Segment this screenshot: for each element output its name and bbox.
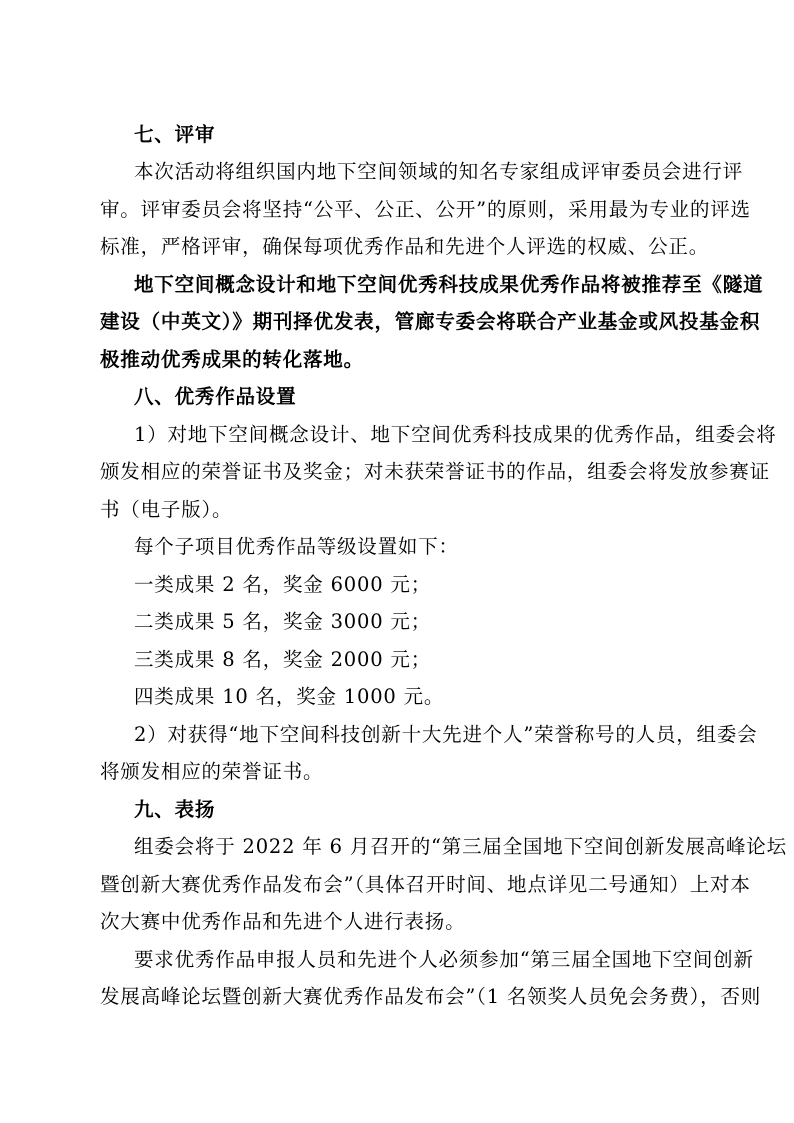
paragraph-line: 本次活动将组织国内地下空间领域的知名专家组成评审委员会进行评 xyxy=(134,160,744,183)
paragraph-line: 审。评审委员会将坚持“公平、公正、公开”的原则，采用最为专业的评选 xyxy=(100,198,751,221)
paragraph-line: 发展高峰论坛暨创新大赛优秀作品发布会”（1 名领奖人员免会务费），否则 xyxy=(100,985,762,1008)
paragraph-line: 1）对地下空间概念设计、地下空间优秀科技成果的优秀作品，组委会将 xyxy=(134,423,777,446)
paragraph-line-bold: 极推动优秀成果的转化落地。 xyxy=(100,348,364,371)
paragraph-line: 次大赛中优秀作品和先进个人进行表扬。 xyxy=(100,910,466,933)
paragraph-line: 2）对获得“地下空间科技创新十大先进个人”荣誉称号的人员，组委会 xyxy=(134,723,758,746)
paragraph-line: 将颁发相应的荣誉证书。 xyxy=(100,760,324,783)
award-level-item: 三类成果 8 名，奖金 2000 元； xyxy=(134,648,432,671)
paragraph-line: 标准，严格评审，确保每项优秀作品和先进个人评选的权威、公正。 xyxy=(100,235,710,258)
award-level-item: 四类成果 10 名，奖金 1000 元。 xyxy=(134,685,445,708)
paragraph-line: 组委会将于 2022 年 6 月召开的“第三届全国地下空间创新发展高峰论坛 xyxy=(134,835,787,858)
paragraph-line: 书（电子版）。 xyxy=(100,498,233,521)
paragraph-line: 暨创新大赛优秀作品发布会”（具体召开时间、地点详见二号通知）上对本 xyxy=(100,873,751,896)
award-level-item: 一类成果 2 名，奖金 6000 元； xyxy=(134,573,432,596)
section-heading-commendation: 九、表扬 xyxy=(134,798,216,821)
paragraph-line: 颁发相应的荣誉证书及奖金；对未获荣誉证书的作品，组委会将发放参赛证 xyxy=(100,460,770,483)
paragraph-line-bold: 建设（中英文）》期刊择优发表，管廊专委会将联合产业基金或风投基金积 xyxy=(100,310,761,333)
section-heading-review: 七、评审 xyxy=(134,123,216,146)
section-heading-awards: 八、优秀作品设置 xyxy=(134,385,297,408)
paragraph-line: 要求优秀作品申报人员和先进个人必须参加“第三届全国地下空间创新 xyxy=(134,948,754,971)
levels-intro: 每个子项目优秀作品等级设置如下： xyxy=(134,535,459,558)
paragraph-line-bold: 地下空间概念设计和地下空间优秀科技成果优秀作品将被推荐至《隧道 xyxy=(134,273,764,296)
award-level-item: 二类成果 5 名，奖金 3000 元； xyxy=(134,610,432,633)
